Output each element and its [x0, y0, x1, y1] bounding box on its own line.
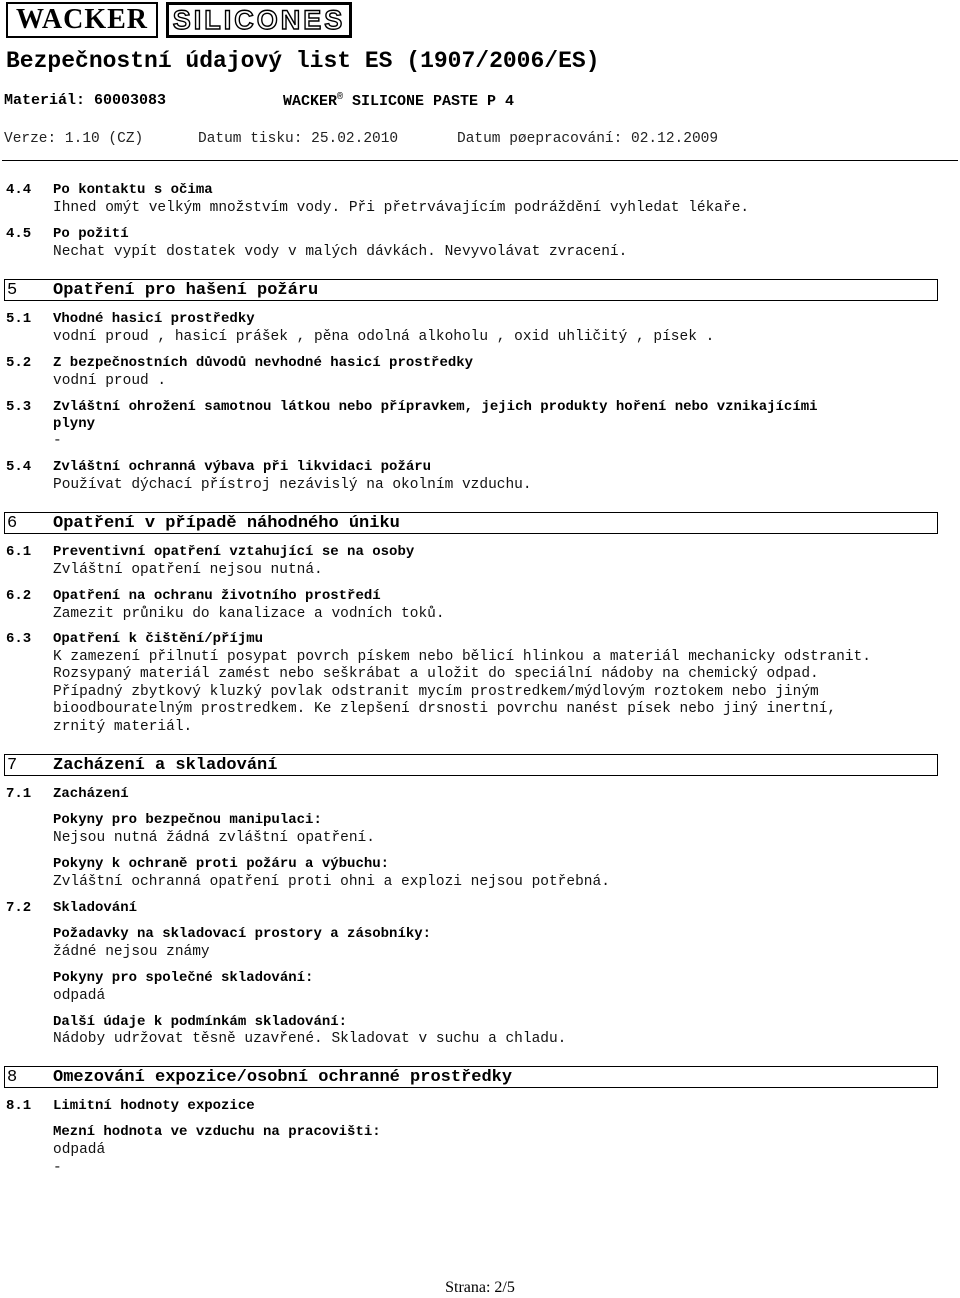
subsection-text: Zamezit průniku do kanalizace a vodních toků.	[53, 606, 445, 622]
section-title: Omezování expozice/osobní ochranné prostředky	[53, 1068, 513, 1087]
section-number: 6.2	[6, 588, 32, 604]
page-number: Strana: 2/5	[445, 1279, 515, 1296]
registered-mark: ®	[337, 92, 344, 103]
product-name	[283, 92, 514, 110]
subsection-text: -	[53, 1160, 62, 1176]
subsection-title: Opatření na ochranu životního prostředí	[53, 588, 381, 604]
section-header-5	[4, 279, 938, 301]
subsection-title: Skladování	[53, 900, 138, 916]
section-number: 5.4	[6, 459, 32, 475]
section-number: 5	[7, 281, 18, 300]
revision-date: Datum pøepracování: 02.12.2009	[457, 131, 719, 147]
wacker-logo-text: WACKER	[15, 4, 148, 35]
subsection-text: odpadá	[53, 1142, 106, 1158]
subsection-title: Zvláštní ohrožení samotnou látkou nebo přípravkem, jejich produkty hoření nebo vznikajícími	[53, 399, 818, 415]
subsection-text: Nejsou nutná žádná zvláštní opatření.	[53, 830, 375, 846]
material-number: Materiál: 60003083	[4, 92, 167, 109]
wacker-logo	[6, 2, 158, 38]
subsection-text: Nechat vypít dostatek vody v malých dávkách. Nevyvolávat zvracení.	[53, 244, 628, 260]
text-line: zrnitý materiál.	[53, 719, 193, 735]
subsection-title-continued: plyny	[53, 416, 96, 432]
header-divider	[2, 160, 958, 161]
subsection-text: Ihned omýt velkým množstvím vody. Při přetrvávajícím podráždění vyhledat lékaře.	[53, 200, 750, 216]
subheading: Požadavky na skladovací prostory a zásobníky:	[53, 926, 432, 942]
subsection-text: vodní proud , hasicí prášek , pěna odolná alkoholu , oxid uhličitý , písek .	[53, 329, 715, 345]
subsection-text: Zvláštní opatření nejsou nutná.	[53, 562, 323, 578]
subheading: Mezní hodnota ve vzduchu na pracovišti:	[53, 1124, 381, 1140]
subsection-title: Zvláštní ochranná výbava při likvidaci požáru	[53, 459, 432, 475]
text-line: bioodbouratelným prostredkem. Ke zlepšení drsnosti povrchu nanést písek nebo jiný inertní,	[53, 701, 837, 717]
subsection-title: Limitní hodnoty expozice	[53, 1098, 255, 1114]
section-title: Opatření pro hašení požáru	[53, 281, 319, 300]
subheading: Další údaje k podmínkám skladování:	[53, 1014, 348, 1030]
section-number: 7.2	[6, 900, 32, 916]
silicones-logo	[166, 2, 352, 38]
section-header-7	[4, 754, 938, 776]
subsection-text: Zvláštní ochranná opatření proti ohni a explozi nejsou potřebná.	[53, 874, 610, 890]
subsection-text: žádné nejsou známy	[53, 944, 210, 960]
section-number: 6.3	[6, 631, 32, 647]
version: Verze: 1.10 (CZ)	[4, 131, 144, 147]
subsection-text: Nádoby udržovat těsně uzavřené. Skladovat v suchu a chladu.	[53, 1031, 567, 1047]
section-number: 7.1	[6, 786, 32, 802]
print-date: Datum tisku: 25.02.2010	[198, 131, 399, 147]
text-line: Rozsypaný materiál zamést nebo seškrábat a uložit do speciální nádoby na chemický odpad.	[53, 666, 819, 682]
subsection-title: Preventivní opatření vztahující se na osoby	[53, 544, 415, 560]
section-number: 4.5	[6, 226, 32, 242]
silicones-logo-text: SILICONES	[172, 4, 346, 35]
section-number: 8	[7, 1068, 18, 1087]
document-title: Bezpečnostní údajový list ES (1907/2006/ES)	[6, 48, 600, 74]
section-number: 7	[7, 756, 18, 775]
subsection-title: Z bezpečnostních důvodů nevhodné hasicí prostředky	[53, 355, 474, 371]
text-line: Případný zbytkový kluzký povlak odstranit mycím prostredkem/mýdlovým roztokem nebo jiným	[53, 684, 819, 700]
subheading: Pokyny pro společné skladování:	[53, 970, 314, 986]
section-number: 5.1	[6, 311, 32, 327]
subsection-text: Používat dýchací přístroj nezávislý na okolním vzduchu.	[53, 477, 532, 493]
subsection-text: -	[53, 433, 62, 449]
section-number: 8.1	[6, 1098, 32, 1114]
product-brand: WACKER	[283, 93, 338, 110]
section-header-6	[4, 512, 938, 534]
section-number: 5.3	[6, 399, 32, 415]
section-header-8	[4, 1066, 938, 1088]
section-title: Opatření v případě náhodného úniku	[53, 514, 400, 533]
subsection-title: Vhodné hasicí prostředky	[53, 311, 255, 327]
section-number: 5.2	[6, 355, 32, 371]
product-name-rest: SILICONE PASTE P 4	[343, 93, 515, 110]
section-title: Zacházení a skladování	[53, 756, 278, 775]
text-line: K zamezení přilnutí posypat povrch pískem nebo bělicí hlinkou a materiál mechanicky odstranit.	[53, 649, 871, 665]
section-number: 6	[7, 514, 18, 533]
subsection-text: vodní proud .	[53, 373, 167, 389]
section-number: 6.1	[6, 544, 32, 560]
subsection-text: odpadá	[53, 988, 106, 1004]
subheading: Pokyny k ochraně proti požáru a výbuchu:	[53, 856, 390, 872]
subsection-title: Opatření k čištění/příjmu	[53, 631, 264, 647]
subsection-title: Zacházení	[53, 786, 129, 802]
section-number: 4.4	[6, 182, 32, 198]
subsection-title: Po požití	[53, 226, 129, 242]
subsection-title: Po kontaktu s očima	[53, 182, 213, 198]
subheading: Pokyny pro bezpečnou manipulaci:	[53, 812, 322, 828]
